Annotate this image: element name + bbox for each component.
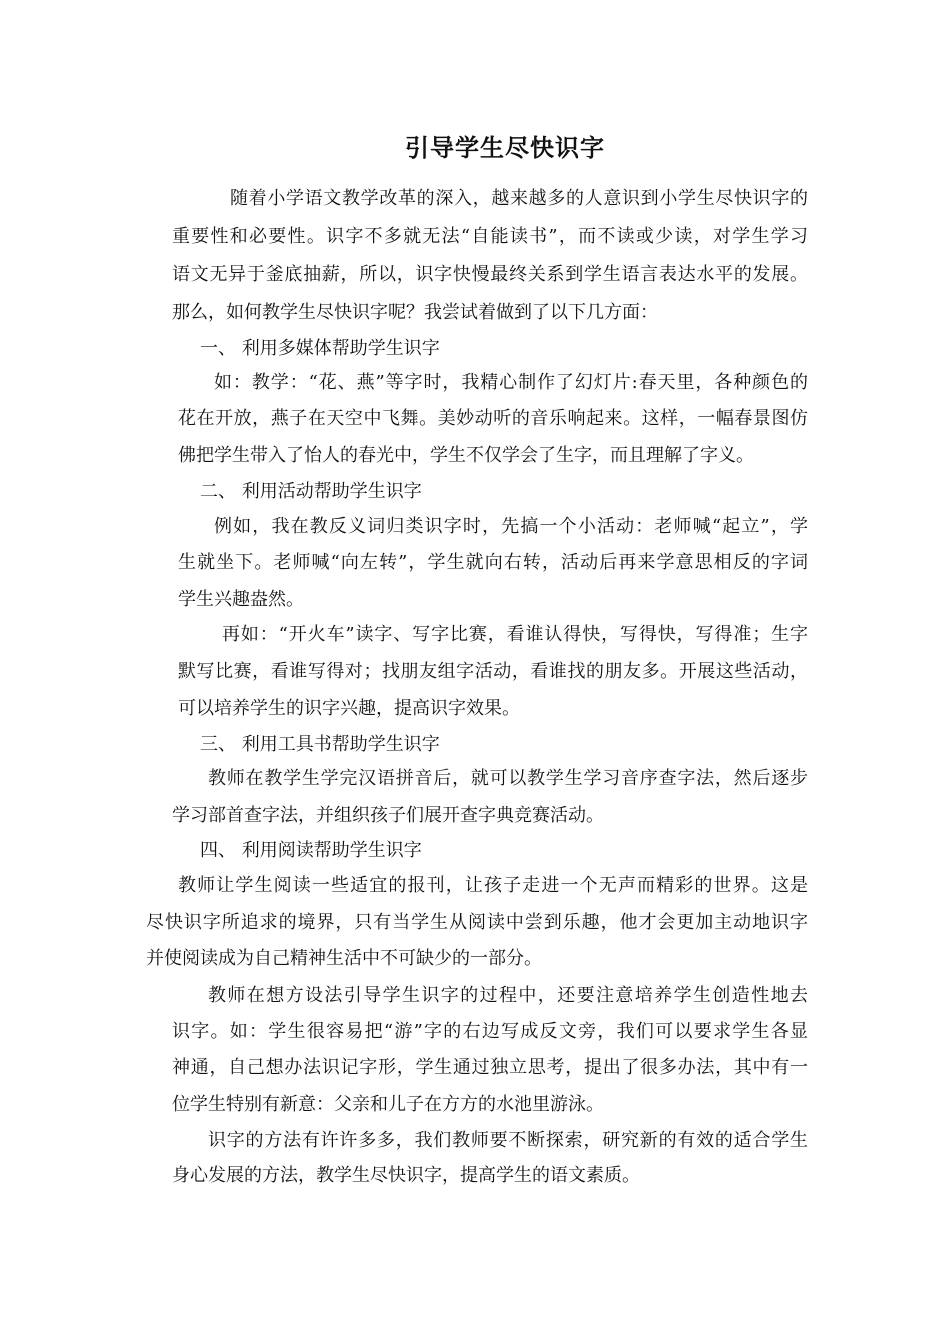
paragraph-line: 语文无异于釜底抽薪，所以，识字快慢最终关系到学生语言表达水平的发展。 <box>172 264 808 285</box>
document-title: 引导学生尽快识字 <box>405 133 605 162</box>
paragraph-line: 教师让学生阅读一些适宜的报刊，让孩子走进一个无声而精彩的世界。这是 <box>178 875 808 896</box>
paragraph-line: 生就坐下。老师喊“向左转”，学生就向右转，活动后再来学意思相反的字词 <box>178 552 808 573</box>
paragraph-line: 如：教学：“花、燕”等字时，我精心制作了幻灯片:春天里，各种颜色的 <box>214 372 808 393</box>
paragraph-line: 学生兴趣盎然。 <box>178 589 304 610</box>
paragraph-line: 默写比赛，看谁写得对；找朋友组字活动，看谁找的朋友多。开展这些活动， <box>178 661 808 682</box>
paragraph-line: 再如：“开火车”读字、写字比赛，看谁认得快，写得快，写得准；生字 <box>222 624 808 645</box>
paragraph-line: 并使阅读成为自己精神生活中不可缺少的一部分。 <box>146 948 542 969</box>
paragraph-line: 花在开放，燕子在天空中飞舞。美妙动听的音乐响起来。这样，一幅春景图仿 <box>178 408 808 429</box>
paragraph-line: 位学生特别有新意：父亲和儿子在方方的水池里游泳。 <box>172 1094 604 1115</box>
paragraph-line: 尽快识字所追求的境界，只有当学生从阅读中尝到乐趣，他才会更加主动地识字 <box>146 912 808 933</box>
paragraph-line: 识字的方法有许许多多，我们教师要不断探索，研究新的有效的适合学生 <box>208 1130 808 1151</box>
paragraph-line: 神通，自己想办法识记字形，学生通过独立思考，提出了很多办法，其中有一 <box>172 1057 808 1078</box>
paragraph-line: 佛把学生带入了怡人的春光中，学生不仅学会了生字，而且理解了字义。 <box>178 445 754 466</box>
paragraph-line: 识字。如：学生很容易把“游”字的右边写成反文旁，我们可以要求学生各显 <box>172 1021 808 1042</box>
section-heading: 一、 利用多媒体帮助学生识字 <box>200 338 440 359</box>
section-heading: 三、 利用工具书帮助学生识字 <box>200 734 440 755</box>
section-heading: 二、 利用活动帮助学生识字 <box>200 481 422 502</box>
paragraph-line: 那么，如何教学生尽快识字呢？我尝试着做到了以下几方面： <box>172 302 658 323</box>
paragraph-line: 教师在想方设法引导学生识字的过程中，还要注意培养学生创造性地去 <box>208 985 808 1006</box>
section-heading: 四、 利用阅读帮助学生识字 <box>200 840 422 861</box>
paragraph-line: 重要性和必要性。识字不多就无法“自能读书”，而不读或少读，对学生学习 <box>172 226 808 247</box>
paragraph-line: 例如，我在教反义词归类识字时，先搞一个小活动：老师喊“起立”，学 <box>214 516 808 537</box>
paragraph-line: 学习部首查字法，并组织孩子们展开查字典竞赛活动。 <box>172 805 604 826</box>
paragraph-line: 可以培养学生的识字兴趣，提高识字效果。 <box>178 698 520 719</box>
paragraph-line: 随着小学语文教学改革的深入，越来越多的人意识到小学生尽快识字的 <box>230 188 808 209</box>
paragraph-line: 身心发展的方法，教学生尽快识字，提高学生的语文素质。 <box>172 1165 640 1186</box>
paragraph-line: 教师在教学生学完汉语拼音后，就可以教学生学习音序查字法，然后逐步 <box>208 768 808 789</box>
